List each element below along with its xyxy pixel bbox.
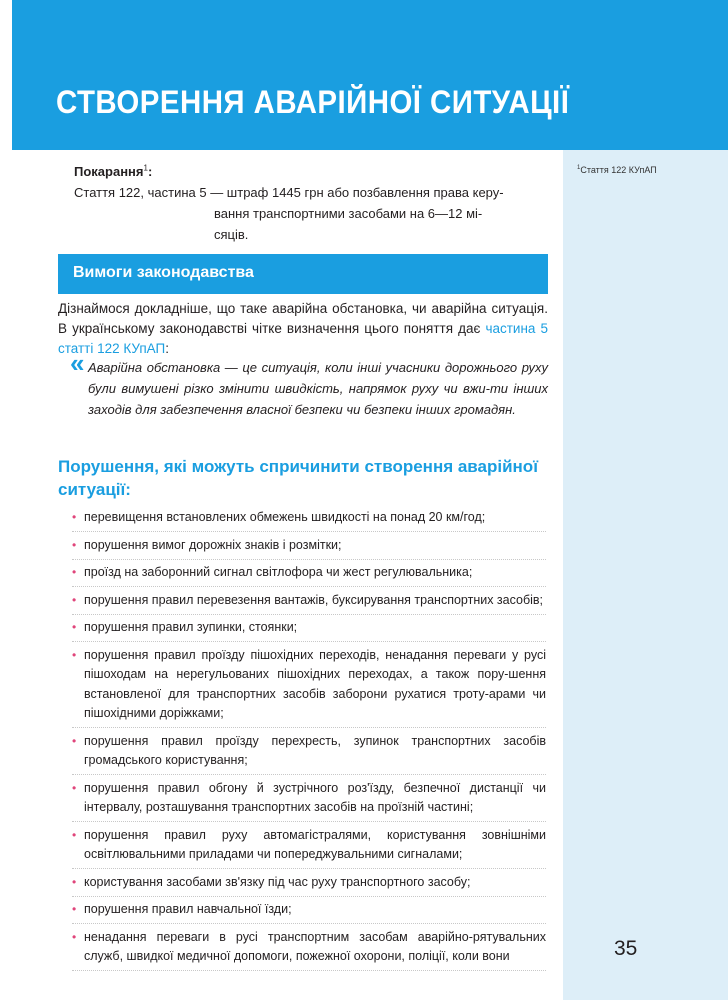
page-title: СТВОРЕННЯ АВАРІЙНОЇ СИТУАЦІЇ	[56, 84, 570, 120]
penalty-line-2: вання транспортними засобами на 6—12 мі-	[214, 206, 483, 222]
list-item: • порушення вимог дорожніх знаків і розмітки;	[72, 536, 546, 560]
penalty-block	[74, 158, 534, 245]
law-reference-link[interactable]: частина 5 статті 122 КУпАП	[58, 321, 548, 356]
list-item: • порушення правил проїзду пішохідних переходів, ненадання переваги у русі пішоходам на нерегульованих пішохідних переходах, а також пору-шення встановленої для транспортних засобів заборони рухатися троту-арами чи пішохідними доріжками;	[72, 646, 546, 729]
page-header	[12, 0, 728, 150]
list-item: • порушення правил проїзду перехресть, зупинок транспортних засобів громадського користування;	[72, 732, 546, 776]
list-item: • порушення правил перевезення вантажів, буксирування транспортних засобів;	[72, 591, 546, 615]
sidebar	[563, 150, 728, 1000]
definition-quote	[70, 348, 548, 420]
list-item: • порушення правил обгону й зустрічного роз'їзду, безпечної дистанції чи інтервалу, розташування транспортних засобів на проїзній частині;	[72, 779, 546, 823]
penalty-line-3: сяців.	[214, 227, 249, 243]
section-header	[58, 254, 548, 294]
list-item: • ненадання переваги в русі транспортним засобам аварійно-рятувальних служб, швидкої медичної допомоги, пожежної охорони, поліції, коли вони	[72, 928, 546, 972]
violations-list	[72, 508, 546, 975]
quote-text: Аварійна обстановка — це ситуація, коли інші учасники дорожнього руху були вимушені різко змінити швидкість, напрямок руху чи вжи-ти інших заходів для забезпечення власної безпеки чи безпеки інших громадян.	[88, 360, 548, 417]
footnote-mark: 1	[577, 165, 581, 171]
list-item: • проїзд на заборонний сигнал світлофора чи жест регулювальника;	[72, 563, 546, 587]
section-title: Вимоги законодавства	[73, 264, 254, 281]
penalty-label: Покарання$^1$:	[74, 164, 153, 180]
list-item: • порушення правил зупинки, стоянки;	[72, 618, 546, 642]
list-item: • порушення правил навчальної їзди;	[72, 900, 546, 924]
penalty-line-1: Стаття 122, частина 5 — штраф 1445 грн або позбавлення права керу-	[74, 185, 504, 201]
quote-icon: «	[70, 348, 85, 378]
violations-heading: Порушення, які можуть спричинити створення аварійної ситуації:	[58, 457, 538, 499]
footnote	[577, 165, 657, 175]
list-item: • порушення правил руху автомагістралями, користування зовнішніми освітлювальними приладами чи попереджувальними сигналами;	[72, 826, 546, 870]
list-item: • користування засобами зв'язку під час руху транспортного засобу;	[72, 873, 546, 897]
footnote-text: Стаття 122 КУпАП	[580, 165, 657, 175]
intro-paragraph: Дізнаймося докладніше, що таке аварійна обстановка, чи аварійна ситуація. В українському законодавстві чітке визначення цього поняття дає частина 5 статті 122 КУпАП:	[58, 301, 548, 356]
page-number: 35	[614, 937, 638, 960]
list-item: • перевищення встановлених обмежень швидкості на понад 20 км/год;	[72, 508, 546, 532]
